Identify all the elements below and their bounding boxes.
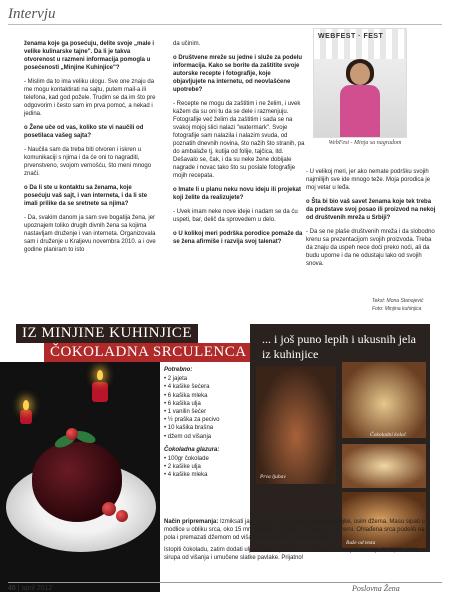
feature-title: IZ MINJINE KUHINJICE — [16, 324, 198, 343]
dish-caption: Prva ljubav — [260, 474, 286, 480]
preparation-method — [164, 518, 434, 566]
ingredient: • džem od višanja — [164, 433, 254, 441]
magazine-name: Poslovna Žena — [352, 584, 400, 593]
cherry — [102, 502, 116, 516]
candle-flame — [97, 370, 103, 380]
method-text: Izmiksati jaja i šećer, zatim dodati ostale sastojke, osim džema. Masu sipati u modlice u obliku srca, oko 15 mm debljine i nekoliko minuta peći u rerni. Ohlađena srca podeliti na pola i premazati džemom od višanja, pa ih zatim ponovo spojiti. — [164, 519, 425, 541]
text-credit: Tekst: Mona Stanojević — [372, 298, 424, 304]
dish-caption: Ruže od testa — [346, 540, 376, 546]
ingredient: • 4 kašike šećera — [164, 383, 254, 391]
recipe-ingredients — [164, 366, 254, 485]
ingredient: • 2 jajeta — [164, 375, 254, 383]
answer: - U velikoj meri, jer ako nemate podršku svojih najmilijih sve ide mnogo teže. Moja porodica je moj vetar u leđa. — [306, 169, 431, 191]
banner-logos: WEBFEST · FEST — [318, 33, 384, 40]
answer: - Da, svakim danom ja sam sve bogatija žena, jer upoznajem toliko drugih divnih žena sa kojima nastavljam druženje i van interneta. Organizovala sam i druženje u Kraljevu novembra 2010. a i ove godine planiram to isto — [24, 215, 156, 253]
glaze-heading: Čokoladna glazura: — [164, 446, 220, 453]
page-number: 40 — [8, 585, 16, 592]
ingredient: • ½ praška za pecivo — [164, 416, 254, 424]
chocolate-hearts-photo — [0, 362, 160, 592]
article-column-2 — [173, 40, 305, 252]
dish-photo-cake — [342, 362, 426, 438]
question: o Žene uče od vas, koliko ste vi naučili od posetilaca vašeg sajta? — [24, 125, 144, 139]
question: o Društvene mreže su jedne i služe za podelu informacija. Kako se borite da zaštitite svoje autorske recepte i fotografije, koje objavljujete na internetu, od neovlašćene upotrebe? — [173, 55, 303, 93]
question: o U kolikoj meri podrška porodice pomaže da se žena afirmiše i razvija svoj talenat? — [173, 231, 303, 245]
glaze-ingredient: • 4 kašike mleka — [164, 471, 254, 479]
dish-caption: Čokoladni kolač — [370, 432, 407, 438]
footer-page-info — [8, 585, 52, 592]
glaze-list — [164, 455, 254, 480]
answer: - Da se ne plaše društvenih mreža i da slobodno krenu sa prezentacijom svojih proizvoda. Treba da znaju da uspeh nece doći preko noći, ali da budu uporne i da ne odustaju lako od svojih snova. — [306, 229, 435, 267]
ingredients-list — [164, 375, 254, 441]
photo-caption: WebFest - Minja sa nagradom — [328, 140, 402, 146]
webfest-photo — [313, 28, 407, 138]
ingredient: • 1 vanilin šećer — [164, 408, 254, 416]
ingredient: • 6 kašika mleka — [164, 392, 254, 400]
ingredients-heading: Potrebno: — [164, 367, 193, 373]
candle-flame — [23, 400, 29, 410]
photo-credit: Foto: Minjina kuhinjica — [372, 306, 422, 312]
cherry — [116, 510, 128, 522]
answer: da učinim. — [173, 41, 201, 47]
dish-photo-pastries — [342, 444, 426, 488]
article-column-1 — [24, 40, 158, 260]
person-face — [350, 63, 370, 85]
method-label: Način pripremanja: — [164, 519, 219, 525]
answer: - Uvek imam neke nove ideje i nadam se da ću uspeti, bar, deliĉ da sprovedem u delo. — [173, 209, 298, 223]
glaze-ingredient: • 100gr čokolade — [164, 455, 254, 463]
issue-date: april 2012 — [21, 585, 53, 592]
panel-title: ... i još puno lepih i ukusnih jela iz kuhinjice — [262, 332, 416, 361]
question: ženama koje ga posećuju, delite svoje „male i velike kulinarske tajne". Da li je takva otvorenost u razmeni informacija pomogla u posećenosti „Minjine Kuhinjice"? — [24, 41, 155, 71]
question: o Imate li u planu neku novu ideju ili projekat koji želite da realizujete? — [173, 187, 302, 201]
question: o Šta bi bio vaš savet ženama koje tek treba da predstave svoj posao ili proizvod na nekoj od društvenih mreža u Srbiji? — [306, 199, 436, 221]
dish-photo-cake-slice — [256, 366, 336, 484]
feature-subtitle: ČOKOLADNA SRCULENCA — [44, 343, 253, 362]
ingredient: • 6 kašika ulja — [164, 400, 254, 408]
footer-separator: | — [17, 585, 22, 592]
glaze-ingredient: • 2 kašike ulja — [164, 463, 254, 471]
section-title: Intervju — [8, 6, 56, 22]
article-column-3 — [306, 168, 438, 274]
answer: - Naučila sam da treba biti otvoren i iskren u komunikaciji s njima i da će oni to nagraditi, prvenstveno, svojom vernošću, što meni mnogo znači. — [24, 147, 152, 177]
header-divider — [8, 24, 442, 25]
answer: - Recepte ne mogu da zaštitim i ne želim, i uvek kažem da su oni tu da se dele i razmenjuju. Fotografije već želim da zaštitim i sada se na svakoj mojoj slici nalazi "watermark". Svoje fotografije sam nalazila i nalazim svuda, od poznatih dnevnih novina, što nažih što stranih, pa do ambalaže tj. kutija od folije, tajčica, itd. Dešavalo se, čak, i da su neke žene dobijale nagrade i novac tako što su poslale fotografije mojih recepata. — [173, 101, 305, 179]
footer-divider — [8, 582, 442, 583]
person-pink-top — [340, 85, 380, 137]
candle — [92, 382, 108, 402]
method-text-2: Istopiti čokoladu, zatim dodati ulje i mleko i preliti srca. Servirati na tanjirić na koji ste sipali malo sirupa od višanja i umučene slatke pavlake. Prijatno! — [164, 547, 418, 561]
candle — [20, 410, 32, 424]
cherry — [66, 428, 78, 440]
ingredient: • 10 kašika brašna — [164, 424, 254, 432]
question: o Da li ste u kontaktu sa ženama, koje posećuju vaš sajt, i van interneta, i da li ste imali prilike da se sretnete sa njima? — [24, 185, 148, 207]
answer: - Mislim da to ima veliku ulogu. Sve one znaju da me mogu kontaktirati na sajtu, putem mail-a ili telefona, kad god požele. Trudim se da im što pre odgovorim i često sam im prva pomoć, a nekad i jedina. — [24, 79, 156, 117]
